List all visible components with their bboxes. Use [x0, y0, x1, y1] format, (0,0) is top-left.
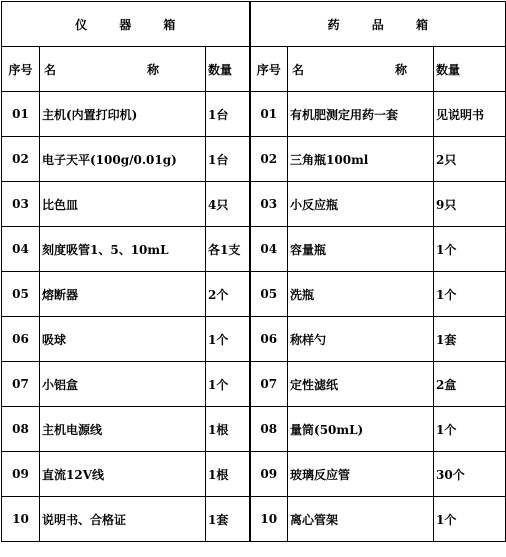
reagent-qty-cell: 1个 — [434, 272, 506, 317]
instrument-name-header-left: 名 — [44, 62, 57, 77]
reagent-box-title: 药 品 箱 — [250, 2, 506, 47]
reagent-seq-cell: 07 — [250, 362, 288, 407]
instrument-seq-cell: 06 — [2, 317, 40, 362]
reagent-qty-cell: 2只 — [434, 137, 506, 182]
reagent-seq-cell: 10 — [250, 497, 288, 542]
instrument-qty-cell: 4只 — [206, 182, 250, 227]
instrument-seq-cell: 10 — [2, 497, 40, 542]
instrument-qty-cell: 各1支 — [206, 227, 250, 272]
instrument-box-title: 仪 器 箱 — [2, 2, 250, 47]
instrument-name-cell: 熔断器 — [40, 272, 206, 317]
instrument-name-cell: 小铝盒 — [40, 362, 206, 407]
table-row — [2, 92, 506, 137]
instrument-qty-cell: 1根 — [206, 407, 250, 452]
reagent-qty-cell: 1套 — [434, 317, 506, 362]
reagent-name-cell: 称样勺 — [288, 317, 434, 362]
instrument-qty-cell: 1台 — [206, 92, 250, 137]
reagent-qty-cell: 见说明书 — [434, 92, 506, 137]
table-row — [2, 407, 506, 452]
reagent-name-cell: 小反应瓶 — [288, 182, 434, 227]
instrument-qty-cell: 1个 — [206, 362, 250, 407]
instrument-seq-header: 序号 — [2, 47, 40, 92]
instrument-name-header-right: 称 — [146, 62, 159, 77]
reagent-qty-cell: 1个 — [434, 227, 506, 272]
table-row — [2, 362, 506, 407]
reagent-seq-cell: 02 — [250, 137, 288, 182]
reagent-qty-cell: 30个 — [434, 452, 506, 497]
reagent-name-header-left: 名 — [292, 62, 305, 77]
instrument-seq-cell: 02 — [2, 137, 40, 182]
instrument-seq-cell: 07 — [2, 362, 40, 407]
instrument-name-cell: 主机(内置打印机) — [40, 92, 206, 137]
reagent-seq-cell: 08 — [250, 407, 288, 452]
reagent-name-header-right: 称 — [395, 62, 408, 77]
inventory-table — [1, 1, 506, 542]
table-row — [2, 497, 506, 542]
reagent-seq-header: 序号 — [250, 47, 288, 92]
reagent-qty-cell: 2盒 — [434, 362, 506, 407]
instrument-qty-cell: 1根 — [206, 452, 250, 497]
reagent-name-cell: 有机肥测定用药一套 — [288, 92, 434, 137]
instrument-seq-cell: 09 — [2, 452, 40, 497]
reagent-seq-cell: 06 — [250, 317, 288, 362]
header-row — [2, 47, 506, 92]
instrument-qty-cell: 1个 — [206, 317, 250, 362]
instrument-seq-cell: 04 — [2, 227, 40, 272]
reagent-seq-cell: 04 — [250, 227, 288, 272]
table-row — [2, 452, 506, 497]
instrument-name-cell: 刻度吸管1、5、10mL — [40, 227, 206, 272]
instrument-qty-header: 数量 — [206, 47, 250, 92]
instrument-name-cell: 直流12V线 — [40, 452, 206, 497]
reagent-seq-cell: 05 — [250, 272, 288, 317]
reagent-qty-cell: 1个 — [434, 407, 506, 452]
reagent-name-cell: 定性滤纸 — [288, 362, 434, 407]
title-row — [2, 2, 506, 47]
reagent-qty-cell: 9只 — [434, 182, 506, 227]
reagent-seq-cell: 01 — [250, 92, 288, 137]
reagent-seq-cell: 03 — [250, 182, 288, 227]
instrument-name-cell: 吸球 — [40, 317, 206, 362]
table-row — [2, 137, 506, 182]
instrument-qty-cell: 1套 — [206, 497, 250, 542]
instrument-name-cell: 电子天平(100g/0.01g) — [40, 137, 206, 182]
reagent-qty-header: 数量 — [434, 47, 506, 92]
instrument-name-cell: 主机电源线 — [40, 407, 206, 452]
instrument-name-header — [40, 47, 206, 92]
reagent-name-cell: 量筒(50mL) — [288, 407, 434, 452]
instrument-seq-cell: 05 — [2, 272, 40, 317]
reagent-name-cell: 离心管架 — [288, 497, 434, 542]
instrument-name-cell: 说明书、合格证 — [40, 497, 206, 542]
instrument-qty-cell: 1台 — [206, 137, 250, 182]
reagent-name-cell: 三角瓶100ml — [288, 137, 434, 182]
reagent-qty-cell: 1个 — [434, 497, 506, 542]
reagent-name-cell: 玻璃反应管 — [288, 452, 434, 497]
instrument-name-cell: 比色皿 — [40, 182, 206, 227]
reagent-seq-cell: 09 — [250, 452, 288, 497]
reagent-name-cell: 容量瓶 — [288, 227, 434, 272]
instrument-seq-cell: 03 — [2, 182, 40, 227]
reagent-name-cell: 洗瓶 — [288, 272, 434, 317]
table-row — [2, 227, 506, 272]
table-row — [2, 182, 506, 227]
reagent-name-header — [288, 47, 434, 92]
instrument-seq-cell: 01 — [2, 92, 40, 137]
instrument-seq-cell: 08 — [2, 407, 40, 452]
instrument-qty-cell: 2个 — [206, 272, 250, 317]
table-row — [2, 272, 506, 317]
table-row — [2, 317, 506, 362]
